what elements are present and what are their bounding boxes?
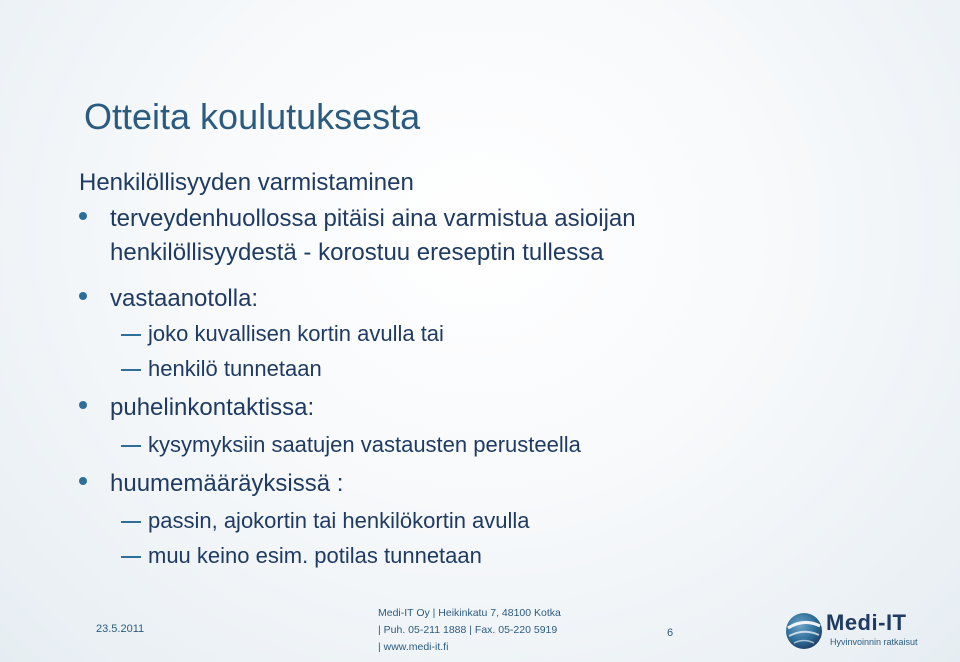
footer-phone-line: | Puh. 05-211 1888 | Fax. 05-220 5919 <box>378 624 558 636</box>
bullet-text: huumemääräyksissä : <box>110 470 344 497</box>
page-number: 6 <box>667 627 674 639</box>
dash-icon <box>121 334 141 336</box>
subbullet-text: muu keino esim. potilas tunnetaan <box>148 543 482 568</box>
dash-icon <box>121 521 141 523</box>
footer-website-link[interactable]: | www.medi-it.fi <box>378 641 449 653</box>
bullet-dot-icon <box>79 292 87 300</box>
dash-icon <box>121 445 141 447</box>
globe-logo-icon <box>784 610 824 652</box>
bullet-dot-icon <box>79 401 87 409</box>
footer-address <box>378 605 561 656</box>
subbullet-item <box>148 505 530 537</box>
subbullet-text: kysymyksiin saatujen vastausten perusteella <box>148 432 581 457</box>
bullet-text: terveydenhuollossa pitäisi aina varmistua asioijan <box>110 205 636 232</box>
subbullet-text: henkilö tunnetaan <box>148 356 322 381</box>
bullet-text-continued: henkilöllisyydestä - korostuu ereseptin tullessa <box>110 239 604 266</box>
bullet-dot-icon <box>79 212 87 220</box>
bullet-text: vastaanotolla: <box>110 285 259 312</box>
footer-address-line: Medi-IT Oy | Heikinkatu 7, 48100 Kotka <box>378 607 561 619</box>
logo-tagline: Hyvinvoinnin ratkaisut <box>830 637 918 647</box>
subbullet-text: passin, ajokortin tai henkilökortin avulla <box>148 508 530 533</box>
subbullet-text: joko kuvallisen kortin avulla tai <box>148 321 444 346</box>
section-heading: Henkilöllisyyden varmistaminen <box>79 169 414 196</box>
logo-wordmark: Medi-IT <box>826 610 907 635</box>
bullet-item <box>110 467 343 501</box>
slide-title: Otteita koulutuksesta <box>84 96 421 137</box>
bullet-text: puhelinkontaktissa: <box>110 394 315 421</box>
subbullet-item <box>148 429 581 461</box>
subbullet-item <box>148 353 322 385</box>
company-logo <box>784 610 924 654</box>
bullet-dot-icon <box>79 477 87 485</box>
bullet-item <box>110 391 314 425</box>
subbullet-item <box>148 318 444 350</box>
dash-icon <box>121 556 141 558</box>
footer-date: 23.5.2011 <box>96 623 145 635</box>
dash-icon <box>121 369 141 371</box>
subbullet-item <box>148 540 482 572</box>
bullet-item <box>110 202 636 270</box>
bullet-item <box>110 282 258 316</box>
